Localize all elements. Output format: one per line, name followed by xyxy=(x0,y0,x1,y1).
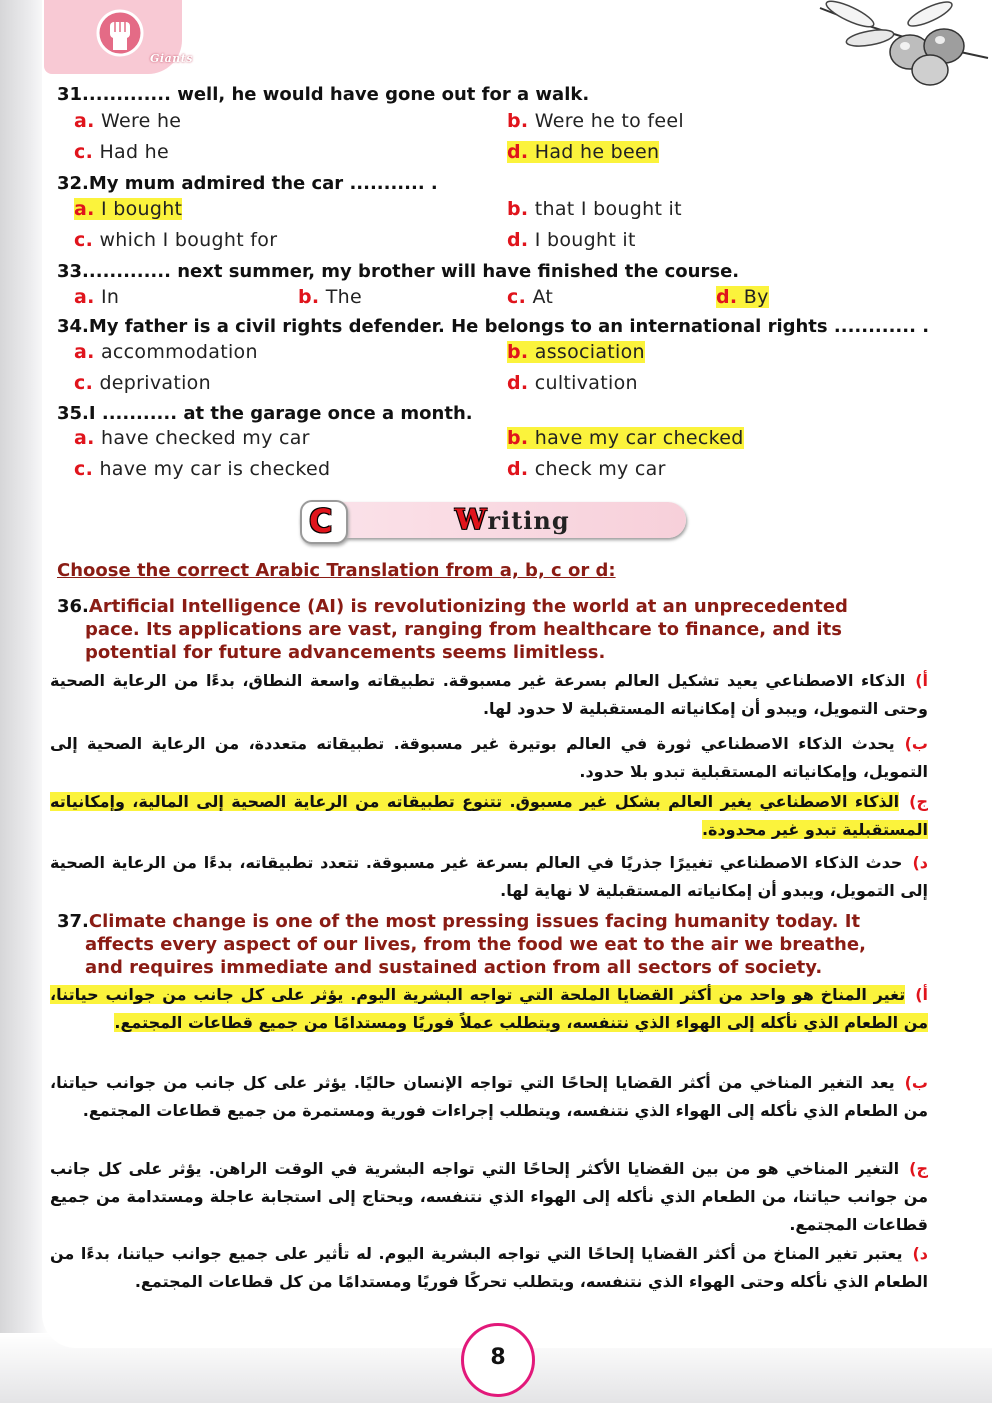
section-title-rest: riting xyxy=(487,506,570,535)
option-letter: a. xyxy=(74,286,95,308)
q31-option-c[interactable] xyxy=(74,141,169,163)
option-text: Were he xyxy=(100,110,182,132)
q33-option-a[interactable] xyxy=(74,286,119,308)
q37-option-c[interactable] xyxy=(50,1155,928,1239)
question-text: ............ well, he would have gone out for a walk. xyxy=(88,84,590,105)
q32-option-d[interactable] xyxy=(507,229,636,251)
section-title xyxy=(455,503,570,536)
question-number: 35. xyxy=(57,403,89,424)
question-number: 34. xyxy=(57,316,89,337)
option-letter: a. xyxy=(74,110,95,132)
option-text: Were he to feel xyxy=(534,110,684,132)
option-letter: a. xyxy=(74,341,95,363)
option-letter: د) xyxy=(912,853,928,872)
logo-badge xyxy=(44,0,193,74)
q35-option-c[interactable] xyxy=(74,458,330,480)
q33-option-c[interactable] xyxy=(507,286,553,308)
q32-option-b[interactable] xyxy=(507,198,682,220)
q37-option-d[interactable] xyxy=(50,1240,928,1296)
q35-option-b-correct[interactable] xyxy=(507,427,744,449)
question-text: My mum admired the car ........... . xyxy=(88,173,438,194)
english-passage: Artificial Intelligence (AI) is revolutionizing the world at an unprecedented pace. Its applications are vast, ranging from healthcare to finance, and its potential for future advancements seems limitless. xyxy=(85,596,848,663)
q36-option-d[interactable] xyxy=(50,849,928,905)
arabic-text: يعتبر تغير المناخ من أكثر القضايا إلحاحًا التي تواجه البشرية اليوم. له تأثير على جميع جوانب حياتنا، بدءًا من الطعام الذي نأكله وحتى الهواء الذي نتنفسه، ويتطلب تحركًا فوريًا ومستدامًا من كل قطاعات المجتمع. xyxy=(50,1244,928,1291)
question-number: 36. xyxy=(57,596,89,617)
option-letter: c. xyxy=(74,458,94,480)
q31-option-d-correct[interactable] xyxy=(507,141,659,163)
arabic-text: الذكاء الاصطناعي يغير العالم بشكل غير مسبوق. تتنوع تطبيقاته من الرعاية الصحية إلى المالية، وإمكانياته المستقبلية تبدو غير محدودة. xyxy=(50,792,928,839)
option-letter: a. xyxy=(74,198,95,220)
option-letter: d. xyxy=(507,229,529,251)
option-letter: b. xyxy=(298,286,320,308)
q34-option-a[interactable] xyxy=(74,341,258,363)
question-32-stem xyxy=(57,173,438,194)
question-number: 31. xyxy=(57,84,89,105)
instruction-heading: Choose the correct Arabic Translation from a, b, c or d: xyxy=(57,560,616,581)
option-text: cultivation xyxy=(534,372,638,394)
option-letter: د) xyxy=(912,1244,928,1263)
question-34-stem xyxy=(57,316,929,337)
option-letter: c. xyxy=(74,141,94,163)
option-letter: ب) xyxy=(904,1073,928,1092)
question-number: 32. xyxy=(57,173,89,194)
question-35-stem xyxy=(57,403,473,424)
option-text: At xyxy=(532,286,554,308)
option-letter: b. xyxy=(507,110,529,132)
question-33-stem xyxy=(57,261,739,282)
question-36-english xyxy=(57,595,907,664)
q33-option-d-correct[interactable] xyxy=(716,286,769,308)
q32-option-c[interactable] xyxy=(74,229,277,251)
option-letter: d. xyxy=(507,141,529,163)
option-text: that I bought it xyxy=(534,198,682,220)
option-text: Had he been xyxy=(534,141,660,163)
option-letter: أ) xyxy=(915,671,928,690)
q34-option-d[interactable] xyxy=(507,372,638,394)
english-passage: Climate change is one of the most pressing issues facing humanity today. It affects every aspect of our lives, from the food we eat to the air we breathe, and requires immediate and sustained action from all sectors of society. xyxy=(85,911,866,978)
option-text: By xyxy=(743,286,769,308)
option-text: have my car checked xyxy=(534,427,744,449)
arabic-text: يعد التغير المناخي من أكثر القضايا إلحاحًا التي تواجه الإنسان حاليًا. يؤثر على كل جانب من جوانب حياتنا، من الطعام الذي نأكله إلى الهواء الذي نتنفسه، ويتطلب إجراءات فورية ومستمرة من جميع قطاعات المجتمع. xyxy=(50,1073,928,1120)
q36-option-b[interactable] xyxy=(50,730,928,786)
option-letter: a. xyxy=(74,427,95,449)
option-text: association xyxy=(534,341,645,363)
arabic-text: حدث الذكاء الاصطناعي تغييرًا جذريًا في العالم بسرعة غير مسبوقة. تتعدد تطبيقاته، بدءًا من الرعاية الصحية إلى التمويل، ويبدو أن إمكانياته المستقبلية لا نهاية لها. xyxy=(50,853,928,900)
q33-option-b[interactable] xyxy=(298,286,362,308)
q35-option-a[interactable] xyxy=(74,427,310,449)
arabic-text: التغير المناخي هو من بين القضايا الأكثر إلحاحًا التي تواجه البشرية في الوقت الراهن. يؤثر على كل جانب من جوانب حياتنا، من الطعام الذي نأكله إلى الهواء الذي نتنفسه، ويحتاج إلى استجابة عاجلة ومستدامة من جميع قطاعات المجتمع. xyxy=(50,1159,928,1234)
option-letter: b. xyxy=(507,198,529,220)
option-letter: ج) xyxy=(909,792,928,811)
q36-option-c-correct[interactable] xyxy=(50,788,928,844)
option-letter: b. xyxy=(507,341,529,363)
option-letter: c. xyxy=(507,286,527,308)
q31-option-b[interactable] xyxy=(507,110,684,132)
option-text: have checked my car xyxy=(100,427,310,449)
question-text: My father is a civil rights defender. He belongs to an international rights ............ . xyxy=(88,316,930,337)
option-text: The xyxy=(325,286,363,308)
question-number: 37. xyxy=(57,911,89,932)
option-letter: ب) xyxy=(904,734,928,753)
olive-branch-icon xyxy=(810,0,992,90)
logo-text: Giants xyxy=(150,52,193,65)
option-text: check my car xyxy=(534,458,666,480)
q34-option-b-correct[interactable] xyxy=(507,341,645,363)
q34-option-c[interactable] xyxy=(74,372,211,394)
option-text: Had he xyxy=(99,141,169,163)
section-title-initial: W xyxy=(455,503,488,536)
option-text: which I bought for xyxy=(99,229,278,251)
q32-option-a-correct[interactable] xyxy=(74,198,182,220)
option-text: I bought it xyxy=(534,229,636,251)
question-text: ............ next summer, my brother will have finished the course. xyxy=(88,261,740,282)
option-letter: b. xyxy=(507,427,529,449)
question-number: 33. xyxy=(57,261,89,282)
section-letter-badge xyxy=(300,500,348,544)
arabic-text: تغير المناخ هو واحد من أكثر القضايا الملحة التي تواجه البشرية اليوم. يؤثر على كل جانب من جوانب حياتنا، من الطعام الذي نأكله إلى الهواء الذي نتنفسه، ويتطلب عملاً فوريًا ومستدامًا من جميع قطاعات المجتمع. xyxy=(50,985,928,1032)
question-31-stem xyxy=(57,84,589,105)
raised-fist-icon xyxy=(96,8,144,58)
option-letter: ج) xyxy=(909,1159,928,1178)
option-letter: d. xyxy=(507,372,529,394)
option-letter: c. xyxy=(74,229,94,251)
page-number: 8 xyxy=(461,1323,535,1397)
arabic-text: الذكاء الاصطناعي يعيد تشكيل العالم بسرعة غير مسبوقة. تطبيقاته واسعة النطاق، بدءًا من الرعاية الصحية وحتى التمويل، ويبدو أن إمكانياته المستقبلية لا حدود لها. xyxy=(50,671,928,718)
option-text: In xyxy=(100,286,120,308)
question-37-english xyxy=(57,910,907,979)
q37-option-b[interactable] xyxy=(50,1069,928,1125)
option-letter: أ) xyxy=(915,985,928,1004)
question-text: I ........... at the garage once a month. xyxy=(88,403,473,424)
option-text: deprivation xyxy=(99,372,211,394)
option-text: have my car is checked xyxy=(99,458,331,480)
option-letter: d. xyxy=(507,458,529,480)
option-letter: d. xyxy=(716,286,738,308)
option-text: I bought xyxy=(100,198,183,220)
q35-option-d[interactable] xyxy=(507,458,666,480)
section-header-writing xyxy=(300,500,690,542)
option-text: accommodation xyxy=(100,341,258,363)
q36-option-a[interactable] xyxy=(50,667,928,723)
section-letter: C xyxy=(309,502,333,540)
option-letter: c. xyxy=(74,372,94,394)
q31-option-a[interactable] xyxy=(74,110,181,132)
arabic-text: يحدث الذكاء الاصطناعي ثورة في العالم بوتيرة غير مسبوقة. تطبيقاته متعددة، من الرعاية الصحية إلى التمويل، وإمكانياته المستقبلية تبدو بلا حدود. xyxy=(50,734,928,781)
q37-option-a-correct[interactable] xyxy=(50,981,928,1037)
